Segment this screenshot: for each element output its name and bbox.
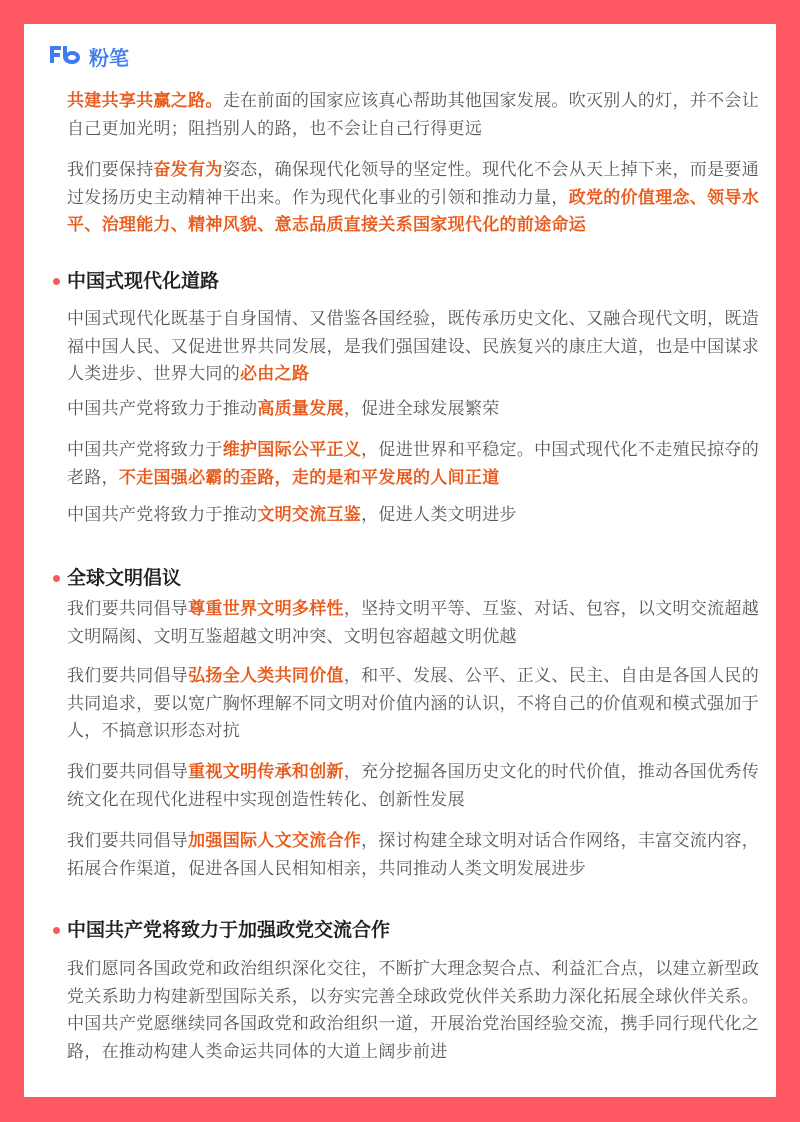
section-1-paragraph-4 <box>67 502 767 530</box>
section-1-paragraph-1 <box>67 306 767 389</box>
section-2-paragraph-3 <box>67 759 767 814</box>
body-text: 走在前面的国家应该真心帮助其他国家发展。吹灭别人的灯，并不会让自己更加光明；阻挡别人的路，也不会让自己行得更远 <box>67 91 760 139</box>
highlight-text: 必由之路 <box>240 364 310 384</box>
highlight-text: 不走国强必霸的歪路，走的是和平发展的人间正道 <box>118 467 500 488</box>
highlight-text: 文明交流互鉴 <box>257 505 362 525</box>
body-text: ，和平、发展、公平、正义、民主、自由是各国人民的共同追求，要以宽广胸怀理解不同文明对价值内涵的认识，不将自己的价值观和模式强加于人，不搞意识形态对抗 <box>67 666 760 741</box>
section-1-paragraph-3 <box>67 437 767 492</box>
fenbi-logo <box>48 44 129 68</box>
body-text: ，探讨构建全球文明对话合作网络，丰富交流内容，拓展合作渠道，促进各国人民相知相亲，共同推动人类文明发展进步 <box>67 831 760 879</box>
body-text: ，促进全球发展繁荣 <box>343 399 500 419</box>
highlight-text: 尊重世界文明多样性 <box>188 599 344 619</box>
highlight-text: 重视文明传承和创新 <box>188 762 344 782</box>
body-text: 我们要保持 <box>67 160 154 180</box>
fenbi-logo-icon <box>48 43 86 70</box>
bullet-dot-icon <box>53 927 60 934</box>
body-text: 我们要共同倡导 <box>67 762 189 782</box>
highlight-text: 高质量发展 <box>257 399 344 419</box>
body-text: 我们要共同倡导 <box>67 831 189 851</box>
body-text: ，充分挖掘各国历史文化的时代价值，推动各国优秀传统文化在现代化进程中实现创造性转化、创新性发展 <box>67 762 760 810</box>
highlight-text: 维护国际公平正义 <box>222 440 362 460</box>
body-text: ，坚持文明平等、互鉴、对话、包容，以文明交流超越文明隔阂、文明互鉴超越文明冲突、文明包容超越文明优越 <box>67 599 760 647</box>
intro-paragraph-2 <box>67 157 767 240</box>
highlight-text: 共建共享共赢之路。 <box>67 91 223 111</box>
body-text: 中国共产党将致力于推动 <box>67 399 258 419</box>
section-3-paragraph-1 <box>67 956 767 1066</box>
body-text: 我们要共同倡导 <box>67 599 189 619</box>
intro-paragraph-1 <box>67 88 767 143</box>
body-text: 中国式现代化既基于自身国情、又借鉴各国经验，既传承历史文化、又融合现代文明，既造福中国人民、又促进世界共同发展，是我们强国建设、民族复兴的康庄大道，也是中国谋求人类进步、世界大同的 <box>67 309 759 384</box>
section-heading-modernization-path: 中国式现代化道路 <box>67 267 767 295</box>
body-text: 我们要共同倡导 <box>67 666 189 686</box>
highlight-text: 加强国际人文交流合作 <box>188 831 362 851</box>
section-heading-global-civilization-initiative: 全球文明倡议 <box>67 564 767 592</box>
body-text: 姿态，确保现代化领导的坚定性。现代化不会从天上掉下来，而是要通过发扬历史主动精神干出来。作为现代化事业的引领和推动力量， <box>67 160 760 208</box>
highlight-text: 弘扬全人类共同价值 <box>188 666 344 686</box>
bullet-dot-icon <box>53 575 60 582</box>
document-page <box>24 24 776 1097</box>
section-2-paragraph-1 <box>67 596 767 651</box>
section-2-paragraph-2 <box>67 663 767 746</box>
section-2-paragraph-4 <box>67 828 767 883</box>
fenbi-logo-text: 粉笔 <box>89 45 129 70</box>
section-heading-party-exchange: 中国共产党将致力于加强政党交流合作 <box>67 916 767 944</box>
body-text: 中国共产党将致力于推动 <box>67 505 258 525</box>
body-text: ，促进世界和平稳定。中国式现代化不走殖民掠夺的老路， <box>67 440 760 488</box>
bullet-dot-icon <box>53 278 60 285</box>
body-text: ，促进人类文明进步 <box>361 505 517 525</box>
section-1-paragraph-2 <box>67 396 767 424</box>
body-text: 中国共产党将致力于 <box>67 440 223 460</box>
highlight-text: 奋发有为 <box>153 160 223 180</box>
body-text: 我们愿同各国政党和政治组织深化交往，不断扩大理念契合点、利益汇合点，以建立新型政党关系助力构建新型国际关系，以夯实完善全球政党伙伴关系助力深化拓展全球伙伴关系。中国共产党愿继续同各国政党和政治组织一道，开展治党治国经验交流，携手同行现代化之路，在推动构建人类命运共同体的大道上阔步前进 <box>67 959 759 1062</box>
highlight-text: 政党的价值理念、领导水平、治理能力、精神风貌、意志品质直接关系国家现代化的前途命运 <box>67 187 760 235</box>
